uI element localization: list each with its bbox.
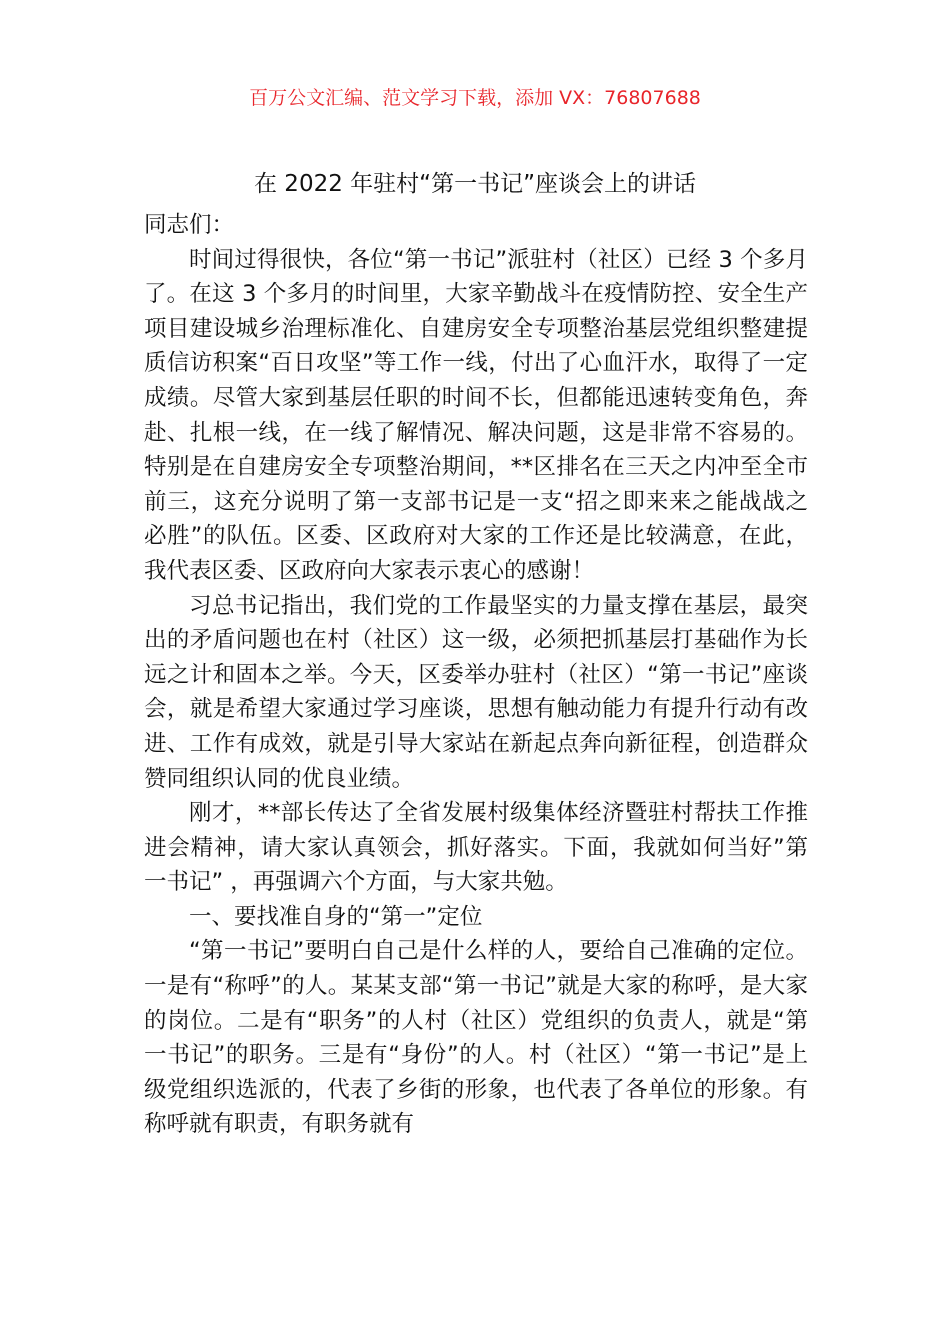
salutation: 同志们： [144, 212, 235, 238]
section-paragraph: “第一书记”要明白自己是什么样的人，要给自己准确的定位。一是有“称呼”的人。某某支部“第一书记”就是大家的称呼，是大家的岗位。二是有“职务”的人村（社区）党组织的负责人，就是“第一书记”的职务。三是有“身份”的人。村（社区）“第一书记”是上级党组织选派的，代表了乡街的形象，也代表了各单位的形象。有称呼就有职责，有职务就有 [144, 938, 808, 1138]
document-body [144, 208, 808, 1142]
section-heading: 一、要找准自身的“第一”定位 [189, 903, 483, 930]
paragraph-3: 刚才，**部长传达了全省发展村级集体经济暨驻村帮扶工作推进会精神，请大家认真领会，抓好落实。下面，我就如何当好”第一书记” ，再强调六个方面，与大家共勉。 [144, 800, 808, 896]
paragraph-1: 时间过得很快，各位“第一书记”派驻村（社区）已经 3 个多月了。在这 3 个多月的时间里，大家辛勤战斗在疫情防控、安全生产项目建设城乡治理标准化、自建房安全专项整治基层党组织整建提质信访积案“百日攻坚”等工作一线，付出了心血汗水，取得了一定成绩。尽管大家到基层任职的时间不长，但都能迅速转变角色，奔赴、扎根一线，在一线了解情况、解决问题，这是非常不容易的。特别是在自建房安全专项整治期间，**区排名在三天之内冲至全市前三，这充分说明了第一支部书记是一支“招之即来来之能战战之必胜”的队伍。区委、区政府对大家的工作还是比较满意，在此，我代表区委、区政府向大家表示衷心的感谢！ [144, 246, 808, 584]
document-title: 在 2022 年驻村“第一书记”座谈会上的讲话 [254, 171, 696, 197]
watermark-text: 百万公文汇编、范文学习下载，添加 VX：76807688 [249, 87, 701, 109]
paragraph-2: 习总书记指出，我们党的工作最坚实的力量支撑在基层，最突出的矛盾问题也在村（社区）这一级，必须把抓基层打基础作为长远之计和固本之举。今天，区委举办驻村（社区）“第一书记”座谈会，就是希望大家通过学习座谈，思想有触动能力有提升行动有改进、工作有成效，就是引导大家站在新起点奔向新征程，创造群众赞同组织认同的优良业绩。 [144, 592, 808, 792]
